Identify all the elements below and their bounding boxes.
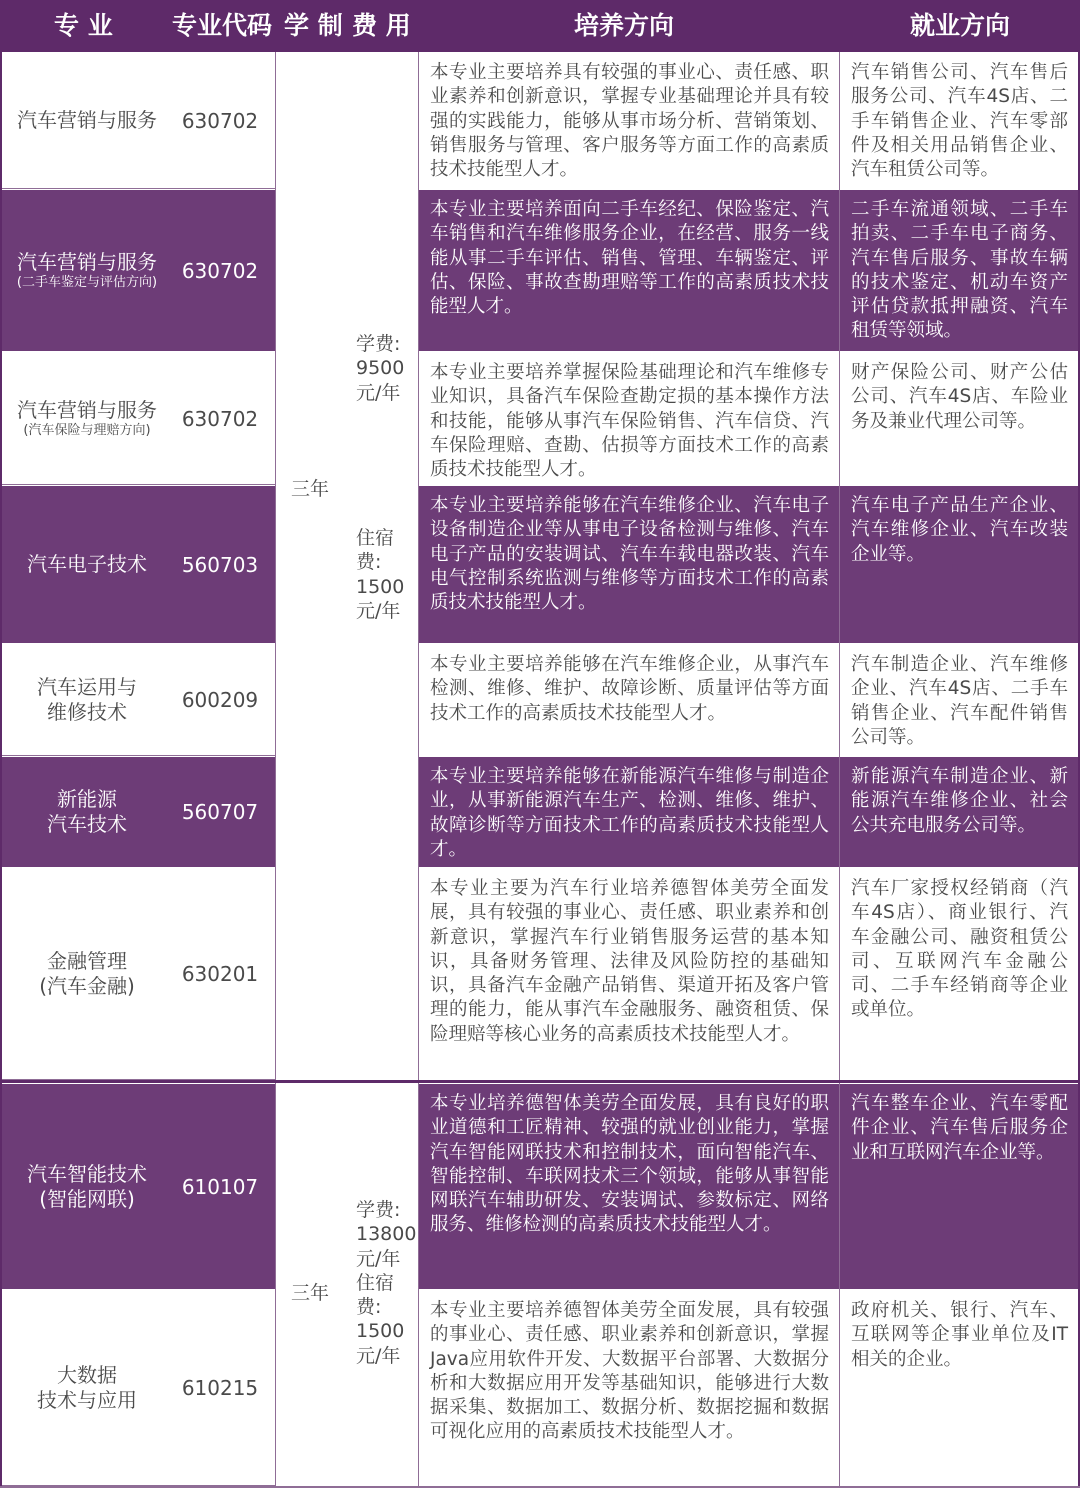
major-name <box>2 1084 172 1289</box>
major-name <box>2 1291 172 1485</box>
major-block <box>2 486 275 643</box>
major-title: 汽车营销与服务 <box>17 398 157 422</box>
major-title: 大数据 技术与应用 <box>37 1363 137 1412</box>
major-code: 630702 <box>181 108 259 133</box>
major-code: 560703 <box>181 552 259 577</box>
major-code: 600209 <box>181 688 259 712</box>
column-divider <box>275 52 276 1488</box>
group2-duration: 三年 <box>291 1282 330 1304</box>
major-name <box>2 486 172 643</box>
major-title: 汽车智能技术 (智能网联) <box>27 1161 147 1211</box>
major-block <box>2 1291 275 1485</box>
major-code: 630702 <box>181 406 259 431</box>
major-title: 汽车营销与服务 <box>17 108 157 132</box>
header-major: 专 业 <box>54 11 113 40</box>
major-code: 630201 <box>181 962 259 986</box>
table-header <box>0 0 1080 52</box>
major-code: 630702 <box>181 258 259 283</box>
major-block <box>2 190 275 351</box>
training-direction: 本专业主要培养德智体美劳全面发展，具有较强的事业心、责任感、职业素养和创新意识，掌握Java应用软件开发、大数据平台部署、大数据分析和大数据应用开发等基础知识，能够进行大数据采集、数据加工、数据分析、数据挖掘和数据可视化应用的高素质技术技能型人才。 <box>419 1291 839 1485</box>
employment-direction: 财产保险公司、财产公估公司、汽车4S店、车险业务及兼业代理公司等。 <box>840 353 1078 484</box>
major-block <box>2 757 275 867</box>
employment-direction: 政府机关、银行、汽车、互联网等企事业单位及IT相关的企业。 <box>840 1291 1078 1485</box>
major-name <box>2 757 172 867</box>
employment-direction: 二手车流通领域、二手车拍卖、二手车电子商务、汽车售后服务、事故车辆的技术鉴定、机动车资产评估贷款抵押融资、汽车租赁等领域。 <box>840 190 1078 351</box>
major-direction: (汽车保险与理赔方向) <box>23 423 151 438</box>
employment-direction: 汽车销售公司、汽车售后服务公司、汽车4S店、二手车销售企业、汽车零部件及相关用品销售企业、汽车租赁公司等。 <box>840 53 1078 188</box>
major-code: 610215 <box>181 1376 259 1400</box>
major-title: 金融管理 (汽车金融) <box>39 949 135 998</box>
group2-fees: 学费: 13800 元/年 住宿 费: 1500 元/年 <box>356 1199 417 1367</box>
major-code: 560707 <box>181 800 259 824</box>
row-divider <box>2 484 275 485</box>
header-fee: 费 用 <box>352 11 411 40</box>
training-direction: 本专业主要为汽车行业培养德智体美劳全面发展，具有较强的事业心、责任感、职业素养和创新意识，掌握汽车行业销售服务运营的基本知识，具备财务管理、法律及风险防控的基础知识，具备汽车金融产品销售、渠道开拓及客户管理的能力，能从事汽车金融服务、融资租赁、保险理赔等核心业务的高素质技术技能型人才。 <box>419 869 839 1079</box>
major-name <box>2 353 172 484</box>
header-training: 培养方向 <box>574 11 675 40</box>
column-divider <box>418 52 419 1488</box>
row-divider <box>2 188 275 189</box>
major-block <box>2 1084 275 1289</box>
training-direction: 本专业主要培养能够在新能源汽车维修与制造企业，从事新能源汽车生产、检测、维修、维护、故障诊断等方面技术工作的高素质技术技能型人才。 <box>419 757 839 867</box>
major-title: 汽车电子技术 <box>27 552 147 576</box>
major-title: 汽车营销与服务 <box>17 250 157 274</box>
major-direction: (二手车鉴定与评估方向) <box>16 275 158 290</box>
employment-direction: 汽车整车企业、汽车零配件企业、汽车售后服务企业和互联网汽车企业等。 <box>840 1084 1078 1289</box>
training-direction: 本专业培养德智体美劳全面发展，具有良好的职业道德和工匠精神、较强的就业创业能力，掌握汽车智能网联技术和控制技术，面向智能汽车、智能控制、车联网技术三个领域，能够从事智能网联汽车辅助研发、安装调试、参数标定、网络服务、维修检测的高素质技术技能型人才。 <box>419 1084 839 1289</box>
major-title: 汽车运用与 维修技术 <box>37 675 137 724</box>
header-employment: 就业方向 <box>910 11 1011 40</box>
employment-direction: 汽车厂家授权经销商（汽车4S店）、商业银行、汽车金融公司、融资租赁公司、互联网汽车金融公司、二手车经销商等企业或单位。 <box>840 869 1078 1079</box>
training-direction: 本专业主要培养具有较强的事业心、责任感、职业素养和创新意识，掌握专业基础理论并具有较强的实践能力，能够从事市场分析、营销策划、销售服务与管理、客户服务等方面工作的高素质技术技能型人才。 <box>419 53 839 188</box>
training-direction: 本专业主要培养能够在汽车维修企业、汽车电子设备制造企业等从事电子设备检测与维修、汽车电子产品的安装调试、汽车车载电器改装、汽车电气控制系统监测与维修等方面技术工作的高素质技术技能型人才。 <box>419 486 839 643</box>
group1-tuition: 学费: 9500 元/年 <box>356 333 405 404</box>
training-direction: 本专业主要培养掌握保险基础理论和汽车维修专业知识，具备汽车保险查勘定损的基本操作方法和技能，能够从事汽车保险销售、汽车信贷、汽车保险理赔、查勘、估损等方面技术工作的高素质技术技能型人才。 <box>419 353 839 484</box>
major-block <box>2 645 275 755</box>
training-direction: 本专业主要培养能够在汽车维修企业，从事汽车检测、维修、维护、故障诊断、质量评估等方面技术工作的高素质技术技能型人才。 <box>419 645 839 755</box>
group1-duration: 三年 <box>291 478 330 500</box>
header-code: 专业代码 <box>172 11 273 40</box>
column-divider <box>839 52 840 1488</box>
major-name <box>2 869 172 1079</box>
major-code: 610107 <box>181 1174 259 1199</box>
major-name <box>2 645 172 755</box>
left-border <box>0 52 2 1488</box>
major-name <box>2 190 172 351</box>
major-block <box>2 869 275 1079</box>
group1-dorm-fee: 住宿 费: 1500 元/年 <box>356 527 405 622</box>
major-block <box>2 353 275 484</box>
header-duration: 学 制 <box>284 11 343 40</box>
employment-direction: 汽车电子产品生产企业、汽车维修企业、汽车改装企业等。 <box>840 486 1078 643</box>
group-divider <box>0 1080 1080 1083</box>
row-divider <box>2 755 275 756</box>
major-name <box>2 53 172 188</box>
major-title: 新能源 汽车技术 <box>47 787 127 836</box>
employment-direction: 新能源汽车制造企业、新能源汽车维修企业、社会公共充电服务公司等。 <box>840 757 1078 867</box>
training-direction: 本专业主要培养面向二手车经纪、保险鉴定、汽车销售和汽车维修服务企业，在经营、服务一线能从事二手车评估、销售、管理、车辆鉴定、评估、保险、事故查勘理赔等工作的高素质技术技能型人才。 <box>419 190 839 351</box>
employment-direction: 汽车制造企业、汽车维修企业、汽车4S店、二手车销售企业、汽车配件销售公司等。 <box>840 645 1078 755</box>
major-block <box>2 53 275 188</box>
